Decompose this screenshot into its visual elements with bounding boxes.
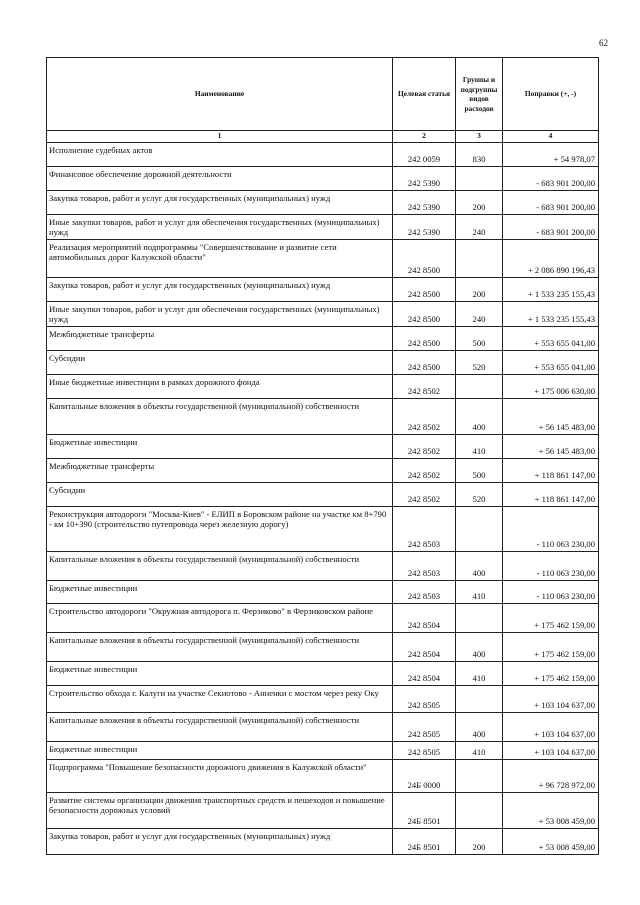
row-amount: + 53 008 459,00	[503, 828, 599, 854]
column-number-row	[47, 131, 599, 143]
row-group: 400	[456, 712, 503, 741]
row-amount: + 118 861 147,00	[503, 482, 599, 506]
row-amount: + 53 008 459,00	[503, 792, 599, 828]
row-name: Бюджетные инвестиции	[47, 434, 393, 458]
row-code: 242 8502	[393, 482, 456, 506]
row-code: 242 5390	[393, 190, 456, 214]
row-name: Строительство автодороги "Окружная автодорога п. Ферзиково" в Ферзиковском районе	[47, 603, 393, 632]
row-code: 242 5390	[393, 214, 456, 239]
row-code: 242 8503	[393, 506, 456, 551]
row-name: Исполнение судебных актов	[47, 142, 393, 166]
row-group: 400	[456, 632, 503, 661]
table-row	[47, 458, 599, 482]
row-amount: - 110 063 230,00	[503, 506, 599, 551]
table-row	[47, 277, 599, 301]
row-group	[456, 603, 503, 632]
row-amount: + 56 145 483,00	[503, 434, 599, 458]
row-code: 242 8505	[393, 685, 456, 712]
row-name: Капитальные вложения в объекты государственной (муниципальной) собственности	[47, 712, 393, 741]
row-code: 242 8503	[393, 551, 456, 580]
row-group: 410	[456, 580, 503, 603]
table-row	[47, 741, 599, 759]
row-amount: + 175 462 159,00	[503, 661, 599, 685]
table-row	[47, 506, 599, 551]
table-row	[47, 580, 599, 603]
row-group: 520	[456, 482, 503, 506]
row-amount: - 110 063 230,00	[503, 551, 599, 580]
row-code: 242 8500	[393, 301, 456, 326]
table-row	[47, 551, 599, 580]
row-code: 242 8502	[393, 374, 456, 398]
table-row	[47, 166, 599, 190]
row-name: Строительство обхода г. Калуги на участке Секиотово - Анненки с мостом через реку Оку	[47, 685, 393, 712]
row-group: 400	[456, 551, 503, 580]
row-amount: + 175 006 630,00	[503, 374, 599, 398]
table-body	[47, 142, 599, 854]
table-row	[47, 661, 599, 685]
row-code: 242 8502	[393, 458, 456, 482]
column-number: 3	[456, 131, 503, 143]
table-row	[47, 398, 599, 434]
row-code: 242 8502	[393, 434, 456, 458]
table-row	[47, 374, 599, 398]
row-name: Межбюджетные трансферты	[47, 458, 393, 482]
table-row	[47, 828, 599, 854]
row-group: 410	[456, 741, 503, 759]
row-amount: + 118 861 147,00	[503, 458, 599, 482]
row-amount: - 683 901 200,00	[503, 166, 599, 190]
row-amount: + 1 533 235 155,43	[503, 277, 599, 301]
column-number: 1	[47, 131, 393, 143]
row-code: 242 8500	[393, 239, 456, 277]
row-group	[456, 792, 503, 828]
row-name: Иные закупки товаров, работ и услуг для обеспечения государственных (муниципальных) нужд	[47, 301, 393, 326]
table-row	[47, 632, 599, 661]
table-row	[47, 301, 599, 326]
table-row	[47, 142, 599, 166]
row-name: Межбюджетные трансферты	[47, 326, 393, 350]
row-code: 242 8504	[393, 632, 456, 661]
table-row	[47, 482, 599, 506]
row-code: 242 8500	[393, 350, 456, 374]
table-row	[47, 239, 599, 277]
row-group: 830	[456, 142, 503, 166]
row-amount: - 110 063 230,00	[503, 580, 599, 603]
row-code: 242 8504	[393, 661, 456, 685]
row-name: Финансовое обеспечение дорожной деятельности	[47, 166, 393, 190]
row-amount: + 553 655 041,00	[503, 350, 599, 374]
row-code: 242 8502	[393, 398, 456, 434]
row-group	[456, 506, 503, 551]
row-code: 24Б 0000	[393, 759, 456, 792]
row-code: 242 0059	[393, 142, 456, 166]
header-code: Целевая статья	[393, 58, 456, 131]
row-group: 240	[456, 301, 503, 326]
table-row	[47, 350, 599, 374]
row-name: Реализация мероприятий подпрограммы "Совершенствование и развитие сети автомобильных дорог Калужской области"	[47, 239, 393, 277]
row-code: 242 8500	[393, 326, 456, 350]
table-row	[47, 214, 599, 239]
row-name: Капитальные вложения в объекты государственной (муниципальной) собственности	[47, 398, 393, 434]
row-name: Капитальные вложения в объекты государственной (муниципальной) собственности	[47, 551, 393, 580]
budget-table	[46, 57, 599, 855]
row-group: 410	[456, 661, 503, 685]
header-amount: Поправки (+, -)	[503, 58, 599, 131]
table-row	[47, 603, 599, 632]
row-code: 242 8504	[393, 603, 456, 632]
row-amount: + 2 086 890 196,43	[503, 239, 599, 277]
row-name: Бюджетные инвестиции	[47, 661, 393, 685]
row-name: Закупка товаров, работ и услуг для государственных (муниципальных) нужд	[47, 190, 393, 214]
row-group: 200	[456, 190, 503, 214]
row-group	[456, 759, 503, 792]
header-name: Наименование	[47, 58, 393, 131]
table-row	[47, 190, 599, 214]
row-name: Иные закупки товаров, работ и услуг для обеспечения государственных (муниципальных) нужд	[47, 214, 393, 239]
row-code: 24Б 8501	[393, 828, 456, 854]
row-name: Закупка товаров, работ и услуг для государственных (муниципальных) нужд	[47, 828, 393, 854]
row-amount: + 54 978,07	[503, 142, 599, 166]
row-name: Реконструкция автодороги "Москва-Киев" - ЕЛИП в Боровском районе на участке км 8+790 - км 10+390 (строительство путепровода через железную дорогу)	[47, 506, 393, 551]
table-row	[47, 759, 599, 792]
row-name: Подпрограмма "Повышение безопасности дорожного движения в Калужской области"	[47, 759, 393, 792]
row-group: 240	[456, 214, 503, 239]
row-amount: + 1 533 235 155,43	[503, 301, 599, 326]
row-group: 200	[456, 828, 503, 854]
row-group	[456, 374, 503, 398]
table-row	[47, 685, 599, 712]
row-code: 242 8500	[393, 277, 456, 301]
row-name: Субсидии	[47, 350, 393, 374]
row-name: Развитие системы организации движения транспортных средств и пешеходов и повышение безопасности дорожных условий	[47, 792, 393, 828]
row-group	[456, 166, 503, 190]
row-group: 520	[456, 350, 503, 374]
row-amount: - 683 901 200,00	[503, 214, 599, 239]
table-row	[47, 326, 599, 350]
row-group: 500	[456, 326, 503, 350]
row-code: 24Б 8501	[393, 792, 456, 828]
row-group: 500	[456, 458, 503, 482]
row-name: Капитальные вложения в объекты государственной (муниципальной) собственности	[47, 632, 393, 661]
row-group	[456, 685, 503, 712]
column-number: 4	[503, 131, 599, 143]
page-number: 62	[599, 38, 608, 48]
row-group	[456, 239, 503, 277]
row-group: 400	[456, 398, 503, 434]
row-name: Бюджетные инвестиции	[47, 580, 393, 603]
row-amount: + 103 104 637,00	[503, 712, 599, 741]
header-group: Группы и подгруппы видов расходов	[456, 58, 503, 131]
row-amount: + 175 462 159,00	[503, 632, 599, 661]
column-number: 2	[393, 131, 456, 143]
row-name: Иные бюджетные инвестиции в рамках дорожного фонда	[47, 374, 393, 398]
row-amount: + 56 145 483,00	[503, 398, 599, 434]
row-code: 242 8503	[393, 580, 456, 603]
row-code: 242 8505	[393, 741, 456, 759]
row-name: Закупка товаров, работ и услуг для государственных (муниципальных) нужд	[47, 277, 393, 301]
table-row	[47, 434, 599, 458]
row-name: Субсидии	[47, 482, 393, 506]
row-amount: + 96 728 972,00	[503, 759, 599, 792]
row-name: Бюджетные инвестиции	[47, 741, 393, 759]
row-amount: + 103 104 637,00	[503, 741, 599, 759]
row-amount: + 175 462 159,00	[503, 603, 599, 632]
table-row	[47, 792, 599, 828]
row-code: 242 8505	[393, 712, 456, 741]
row-amount: + 103 104 637,00	[503, 685, 599, 712]
table-header-row	[47, 58, 599, 131]
row-code: 242 5390	[393, 166, 456, 190]
row-amount: + 553 655 041,00	[503, 326, 599, 350]
row-group: 410	[456, 434, 503, 458]
row-group: 200	[456, 277, 503, 301]
table-row	[47, 712, 599, 741]
row-amount: - 683 901 200,00	[503, 190, 599, 214]
